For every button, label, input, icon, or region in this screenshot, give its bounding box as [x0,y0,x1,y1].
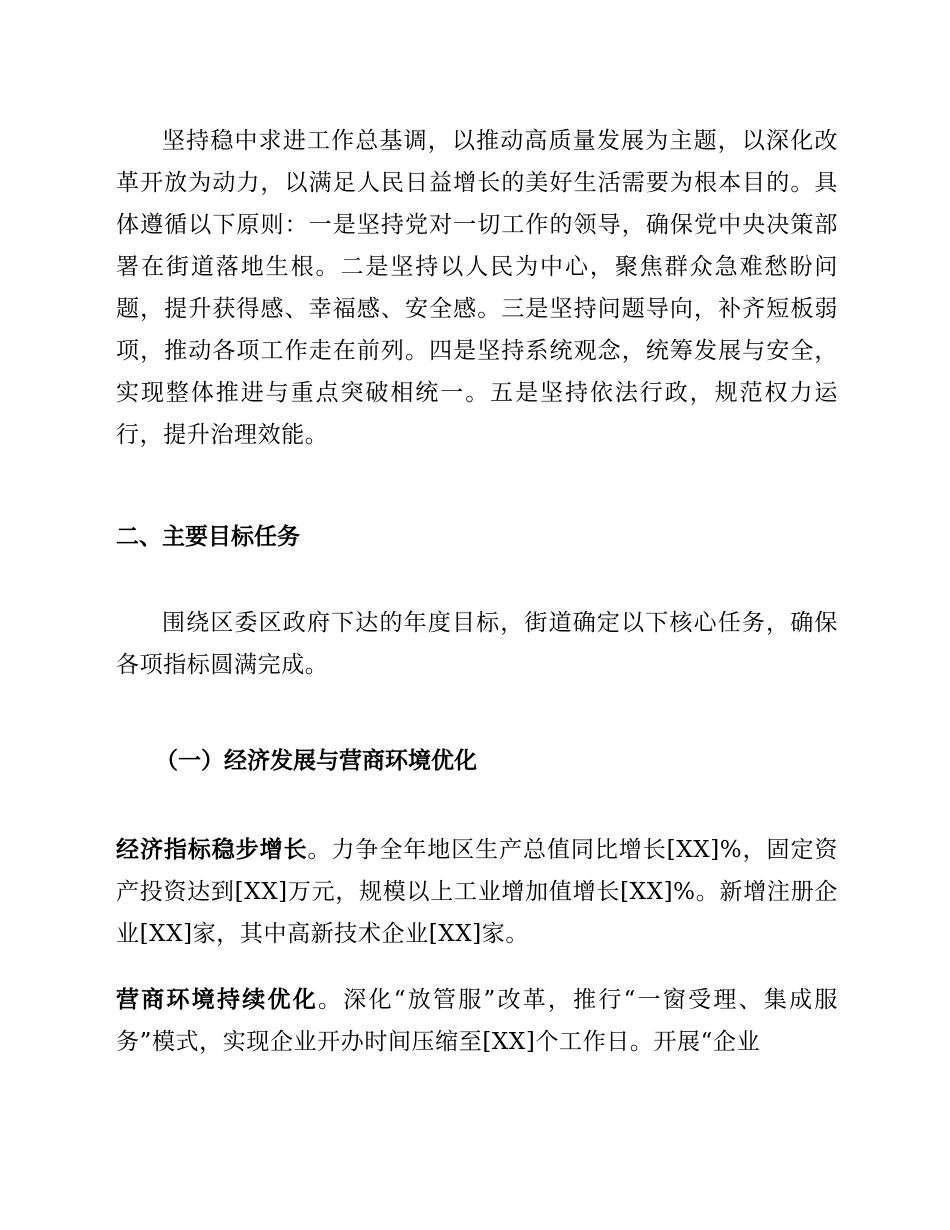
principles-paragraph: 坚持稳中求进工作总基调，以推动高质量发展为主题，以深化改革开放为动力，以满足人民日益增长的美好生活需要为根本目的。具体遵循以下原则：一是坚持党对一切工作的领导，确保党中央决策部署在街道落地生根。二是坚持以人民为中心，聚焦群众急难愁盼问题，提升获得感、幸福感、安全感。三是坚持问题导向，补齐短板弱项，推动各项工作走在前列。四是坚持系统观念，统筹发展与安全，实现整体推进与重点突破相统一。五是坚持依法行政，规范权力运行，提升治理效能。 [116,128,838,448]
subsection-heading-economy: （一）经济发展与营商环境优化 [155,747,477,774]
business-environment-paragraph [116,979,838,1063]
tasks-intro-paragraph: 围绕区委区政府下达的年度目标，街道确定以下核心任务，确保各项指标圆满完成。 [116,610,838,678]
economic-indicators-paragraph [116,829,838,955]
business-environment-lead: 营商环境持续优化 [116,987,318,1013]
business-environment-text: 。深化“放管服”改革，推行“一窗受理、集成服务”模式，实现企业开办时间压缩至[XX]个工作日。开展“企业 [116,987,838,1055]
economic-indicators-lead: 经济指标稳步增长 [116,837,308,863]
section-heading-main-tasks: 二、主要目标任务 [116,524,300,550]
economic-indicators-text: 。力争全年地区生产总值同比增长[XX]%，固定资产投资达到[XX]万元，规模以上工业增加值增长[XX]%。新增注册企业[XX]家，其中高新技术企业[XX]家。 [116,837,838,947]
